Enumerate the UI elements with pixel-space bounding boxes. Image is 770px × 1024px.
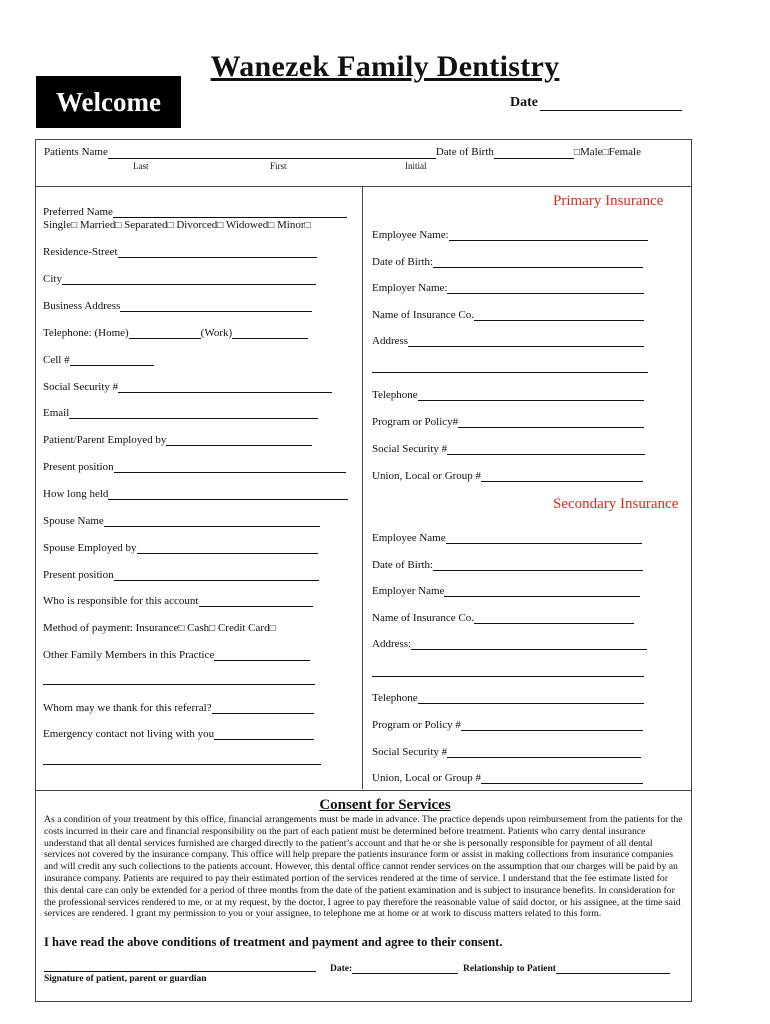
secondary-address-field[interactable]	[372, 638, 647, 650]
credit-card-checkbox[interactable]: □	[269, 623, 276, 634]
primary-address-label: Address	[372, 335, 409, 347]
relationship-label: Relationship to Patient	[463, 964, 556, 974]
email-label: Email	[43, 407, 70, 419]
spouse-name-label: Spouse Name	[43, 515, 104, 527]
referral-label: Whom may we thank for this referral?	[43, 702, 212, 714]
primary-dob-field[interactable]	[372, 256, 643, 268]
responsible-label: Who is responsible for this account	[43, 595, 199, 607]
secondary-employer-label: Employer Name	[372, 585, 445, 597]
consent-date-label: Date:	[330, 964, 353, 974]
date-line[interactable]	[540, 96, 682, 111]
ssn-label: Social Security #	[43, 381, 119, 393]
sub-initial: Initial	[405, 161, 427, 171]
consent-agree-statement: I have read the above conditions of treatment and payment and agree to their consent.	[44, 935, 503, 949]
divorced-checkbox[interactable]: □	[217, 220, 224, 231]
marital-divorced: Divorced	[176, 219, 218, 231]
city-field[interactable]	[43, 273, 316, 285]
secondary-dob-label: Date of Birth:	[372, 559, 434, 571]
primary-telephone-label: Telephone	[372, 389, 418, 401]
secondary-policy-label: Program or Policy #	[372, 719, 461, 731]
marital-status	[43, 219, 311, 232]
emergency-line[interactable]	[43, 764, 321, 765]
consent-date-field[interactable]	[330, 962, 458, 974]
secondary-employer-field[interactable]	[372, 585, 640, 597]
spouse-position-label: Present position	[43, 569, 114, 581]
secondary-telephone-field[interactable]	[372, 692, 644, 704]
marital-married: Married	[79, 219, 116, 231]
business-address-field[interactable]	[43, 300, 312, 312]
secondary-insurance-heading: Secondary Insurance	[553, 496, 679, 512]
employed-by-field[interactable]	[43, 434, 312, 446]
secondary-policy-field[interactable]	[372, 719, 643, 731]
other-family-label: Other Family Members in this Practice	[43, 649, 215, 661]
marital-widowed: Widowed	[225, 219, 269, 231]
preferred-name-label: Preferred Name	[43, 206, 113, 218]
marital-single: Single	[43, 219, 72, 231]
primary-policy-label: Program or Policy#	[372, 416, 459, 428]
secondary-union-field[interactable]	[372, 772, 643, 784]
relationship-field[interactable]	[463, 962, 670, 974]
employed-by-label: Patient/Parent Employed by	[43, 434, 167, 446]
primary-employer-field[interactable]	[372, 282, 644, 294]
payment-credit-card: Credit Card	[217, 622, 270, 634]
spouse-name-field[interactable]	[43, 515, 320, 527]
how-long-field[interactable]	[43, 488, 348, 500]
married-checkbox[interactable]: □	[115, 220, 122, 231]
email-field[interactable]	[43, 407, 318, 419]
residence-label: Residence-Street	[43, 246, 118, 258]
how-long-label: How long held	[43, 488, 109, 500]
widowed-checkbox[interactable]: □	[268, 220, 275, 231]
spouse-position-field[interactable]	[43, 569, 319, 581]
secondary-employee-name-label: Employee Name	[372, 532, 446, 544]
residence-field[interactable]	[43, 246, 317, 258]
column-divider	[362, 187, 363, 789]
consent-title: Consent for Services	[319, 797, 451, 813]
cell-label: Cell #	[43, 354, 70, 366]
telephone-work-label: (Work)	[200, 327, 233, 339]
cell-field[interactable]	[43, 354, 154, 366]
payment-label: Method of payment:	[43, 622, 133, 634]
emergency-field[interactable]	[43, 728, 314, 740]
present-position-field[interactable]	[43, 461, 346, 473]
secondary-union-label: Union, Local or Group #	[372, 772, 482, 784]
primary-insurance-co-field[interactable]	[372, 309, 644, 321]
signature-label: Signature of patient, parent or guardian	[44, 974, 207, 984]
present-position-label: Present position	[43, 461, 114, 473]
business-address-label: Business Address	[43, 300, 121, 312]
sub-last: Last	[133, 161, 149, 171]
consent-body: As a condition of your treatment by this office, financial arrangements must be made in advance. The practice depends upon reimbursement from the patients for the costs incurred in their care and financial responsibility on the part of each patient must be determined before treatment. Patients who carry dental insurance understand that all dental services furnished are charged directly to the patient’s account and that he or she is personally responsible for payment of all dental services not covered by the insurance company. This office will help prepare the patients insurance form or assist in making collections from insurance companies and will credit any such collections to the patients account. However, this dental office cannot render services on the assumption that our charges will be paid by an insurance company. Patients are required to pay their estimated portion of the services rendered at the time of service. I understand that the fee estimate listed for this dental care can only be extended for a period of three months from the date of the patient examination and is subject to insurance benefits. In consideration for the professional services rendered to me, or at my request, by the doctor, I agree to pay therefore the reasonable value of said doctor, or his assignee, at the time said services are rendered. I grant my permission to you or your assignee, to telephone me at home or at work to discuss matters related to this form.	[44, 814, 683, 920]
marital-separated: Separated	[124, 219, 168, 231]
secondary-ssn-label: Social Security #	[372, 746, 448, 758]
primary-ssn-label: Social Security #	[372, 443, 448, 455]
telephone-home-label: Telephone: (Home)	[43, 327, 129, 339]
separated-checkbox[interactable]: □	[167, 220, 174, 231]
primary-employee-name-field[interactable]	[372, 229, 648, 241]
secondary-employee-name-field[interactable]	[372, 532, 642, 544]
secondary-insurance-co-field[interactable]	[372, 612, 634, 624]
telephone-field[interactable]	[43, 327, 308, 339]
other-family-field[interactable]	[43, 649, 310, 661]
primary-insurance-heading: Primary Insurance	[553, 193, 664, 209]
secondary-dob-field[interactable]	[372, 559, 643, 571]
other-family-line[interactable]	[43, 684, 315, 685]
city-label: City	[43, 273, 62, 285]
minor-checkbox[interactable]: □	[304, 220, 311, 231]
spouse-employed-label: Spouse Employed by	[43, 542, 137, 554]
dob-label: Date of Birth	[435, 146, 494, 158]
single-checkbox[interactable]: □	[71, 220, 78, 231]
primary-dob-label: Date of Birth:	[372, 256, 434, 268]
male-checkbox[interactable]: □	[573, 147, 580, 158]
secondary-telephone-label: Telephone	[372, 692, 418, 704]
referral-field[interactable]	[43, 702, 314, 714]
secondary-address-line-2[interactable]	[372, 676, 644, 677]
date-label: Date	[510, 95, 538, 110]
primary-ssn-field[interactable]	[372, 443, 645, 455]
insurance-checkbox[interactable]: □	[178, 623, 185, 634]
secondary-ssn-field[interactable]	[372, 746, 641, 758]
patient-name-label: Patients Name	[44, 146, 108, 158]
primary-employer-label: Employer Name:	[372, 282, 448, 294]
primary-address-field[interactable]	[372, 335, 644, 347]
patient-name-field[interactable]	[44, 146, 641, 159]
male-label: Male	[579, 146, 603, 158]
payment-cash: Cash	[187, 622, 210, 634]
preferred-name-field[interactable]	[43, 206, 347, 218]
secondary-address-label: Address:	[372, 638, 412, 650]
responsible-field[interactable]	[43, 595, 313, 607]
primary-address-line-2[interactable]	[372, 372, 648, 373]
sub-first: First	[270, 161, 287, 171]
spouse-employed-field[interactable]	[43, 542, 318, 554]
emergency-label: Emergency contact not living with you	[43, 728, 215, 740]
marital-minor: Minor	[277, 219, 305, 231]
primary-policy-field[interactable]	[372, 416, 644, 428]
secondary-insurance-co-label: Name of Insurance Co.	[372, 612, 475, 624]
primary-union-field[interactable]	[372, 470, 643, 482]
payment-method	[43, 622, 276, 635]
date-field[interactable]	[510, 95, 682, 111]
payment-insurance: Insurance	[135, 622, 179, 634]
cash-checkbox[interactable]: □	[209, 623, 216, 634]
welcome-banner: Welcome	[36, 76, 181, 128]
page-title: Wanezek Family Dentistry	[210, 50, 560, 83]
female-label: Female	[608, 146, 641, 158]
primary-union-label: Union, Local or Group #	[372, 470, 482, 482]
signature-line[interactable]	[44, 971, 316, 972]
female-checkbox[interactable]: □	[602, 147, 609, 158]
ssn-field[interactable]	[43, 381, 332, 393]
primary-telephone-field[interactable]	[372, 389, 644, 401]
primary-employee-name-label: Employee Name:	[372, 229, 449, 241]
primary-insurance-co-label: Name of Insurance Co.	[372, 309, 475, 321]
